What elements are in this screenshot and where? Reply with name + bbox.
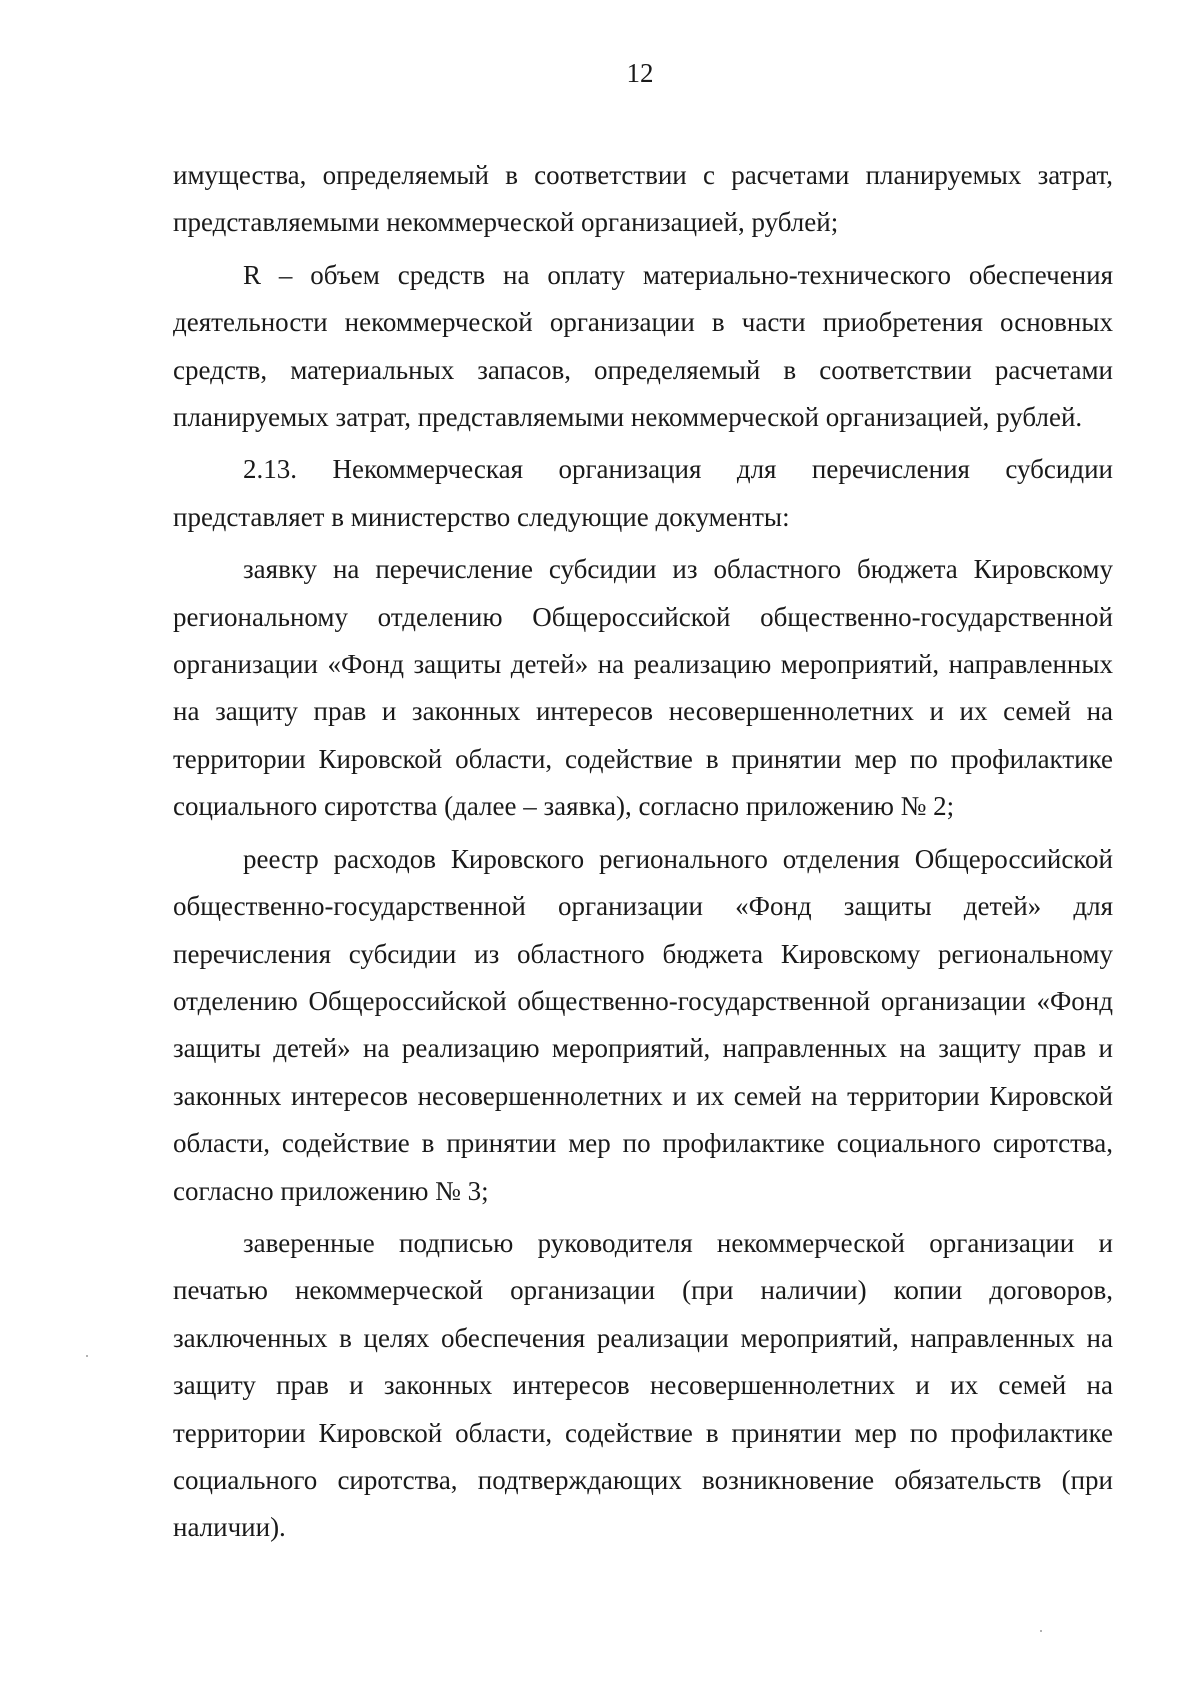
scan-speck	[1040, 1630, 1042, 1632]
paragraph-expense-register: реестр расходов Кировского регионального отделения Общероссийской общественно-государственной организации «Фонд защиты детей» для перечисления субсидии из областного бюджета Кировскому региональному отделению Общероссийской общественно-государственной организации «Фонд защиты детей» на реализацию мероприятий, направленных на защиту прав и законных интересов несовершеннолетних и их семей на территории Кировской области, содействие в принятии мер по профилактике социального сиротства, согласно приложению № 3;	[173, 843, 1113, 1206]
page-number: 12	[626, 58, 654, 88]
paragraph-r-definition: R – объем средств на оплату материально-технического обеспечения деятельности некоммерческой организации в части приобретения основных средств, материальных запасов, определяемый в соответствии расчетами планируемых затрат, представляемыми некоммерческой организацией, рублей.	[173, 259, 1113, 433]
paragraph-contract-copies: заверенные подписью руководителя некоммерческой организации и печатью некоммерческой организации (при наличии) копии договоров, заключенных в целях обеспечения реализации мероприятий, направленных на защиту прав и законных интересов несовершеннолетних и их семей на территории Кировской области, содействие в принятии мер по профилактике социального сиротства, подтверждающих возникновение обязательств (при наличии).	[173, 1227, 1113, 1543]
scan-speck	[86, 1355, 88, 1357]
paragraph-property-continuation: имущества, определяемый в соответствии с расчетами планируемых затрат, представляемыми некоммерческой организацией, рублей;	[173, 160, 1113, 238]
paragraph-2-13: 2.13. Некоммерческая организация для перечисления субсидии представляет в министерство следующие документы:	[173, 454, 1113, 532]
document-body	[173, 152, 1113, 1557]
paragraph-application: заявку на перечисление субсидии из областного бюджета Кировскому региональному отделению Общероссийской общественно-государственной организации «Фонд защиты детей» на реализацию мероприятий, направленных на защиту прав и законных интересов несовершеннолетних и их семей на территории Кировской области, содействие в принятии мер по профилактике социального сиротства (далее – заявка), согласно приложению № 2;	[173, 554, 1113, 822]
